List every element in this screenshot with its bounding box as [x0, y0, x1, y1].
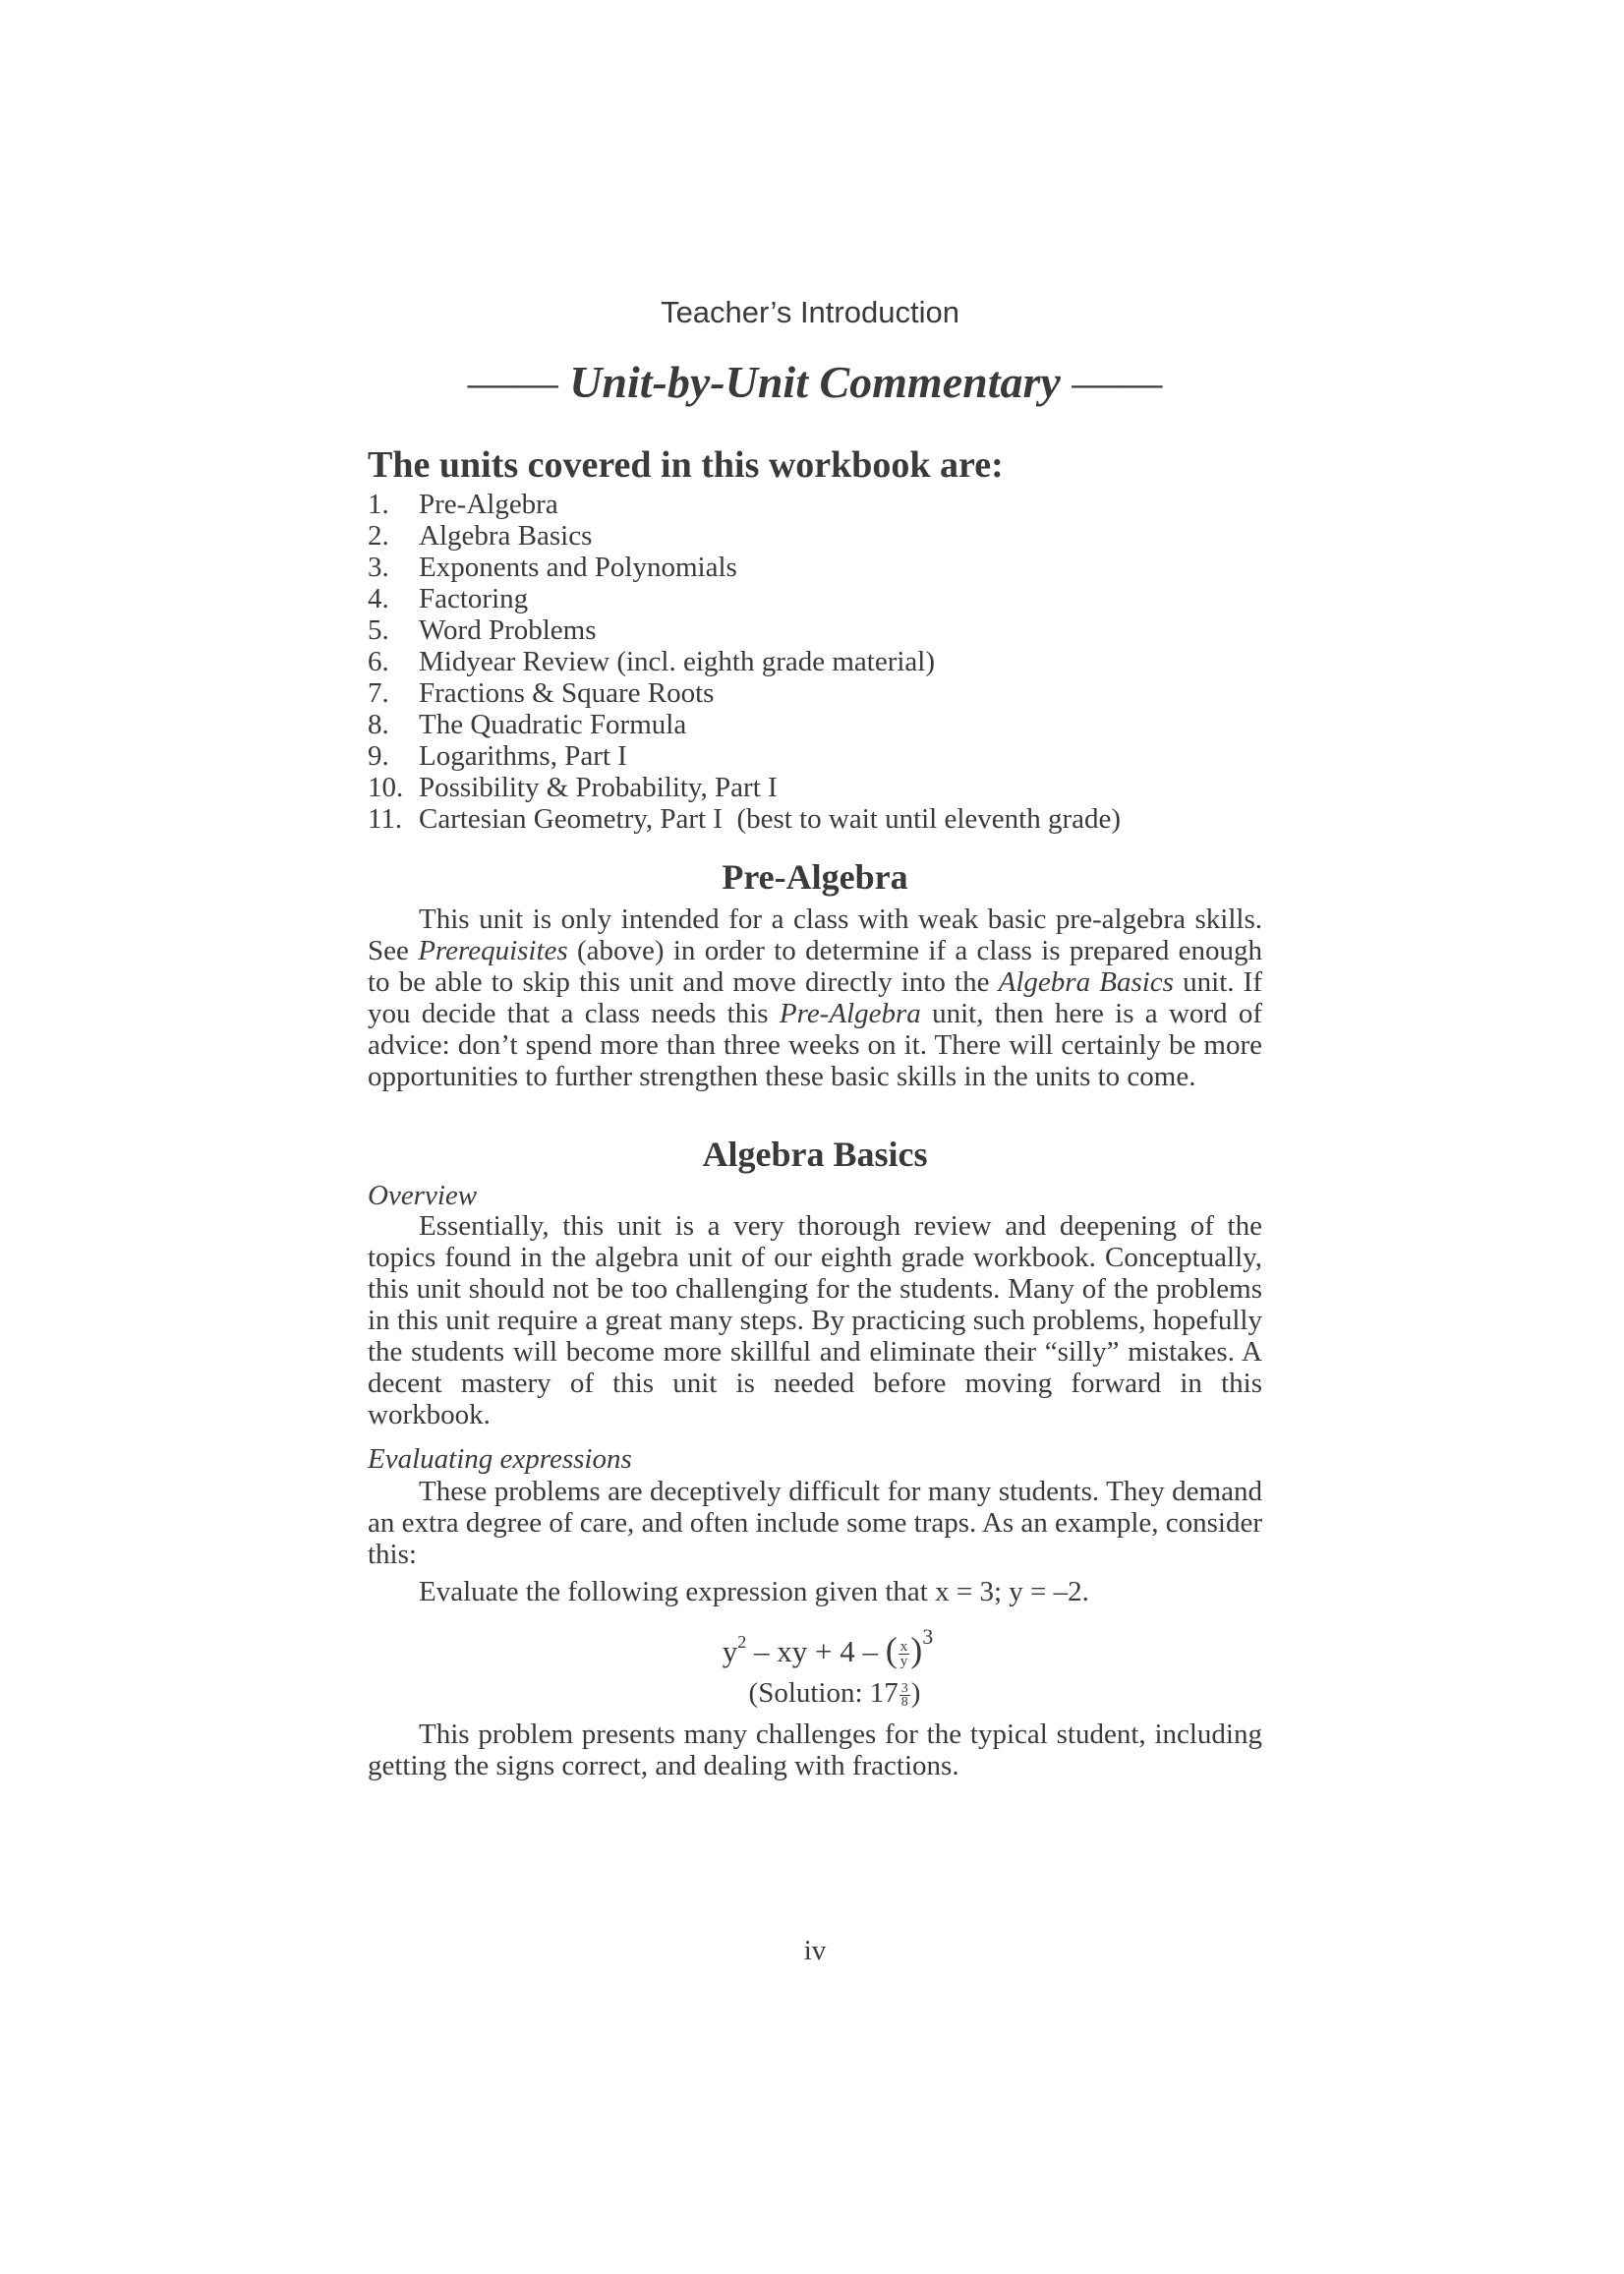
list-item: 9. Logarithms, Part I	[368, 740, 627, 772]
commentary-title-text: Unit-by-Unit Commentary	[569, 357, 1061, 407]
list-item: 4. Factoring	[368, 583, 529, 614]
solution-line: (Solution: 17 $\frac{3}{8}$ )	[748, 1677, 921, 1710]
pre-algebra-paragraph: This unit is only intended for a class with weak basic pre-algebra skills. See Prerequisites (above) in order to determine if a class is prepared enough to be able to skip this unit and move directly into the Algebra Basics unit. If you decide that a class needs this Pre-Algebra unit, then here is a word of advice: don’t spend more than three weeks on it. There will certainly be more opportunities to further strengthen these basic skills in the units to come.	[368, 904, 1262, 1092]
list-item: 8. The Quadratic Formula	[368, 709, 687, 740]
fraction-three-eighths: $\frac{3}{8}$	[900, 1680, 908, 1710]
list-item: 5. Word Problems	[368, 614, 597, 646]
commentary-title	[368, 356, 1262, 408]
title-dash-left: ——	[467, 357, 558, 407]
running-header: Teacher’s Introduction	[661, 295, 959, 329]
overview-paragraph: Essentially, this unit is a very thorough review and deepening of the topics found in the algebra unit of our eighth grade workbook. Conceptually, this unit should not be too challenging for the students. Many of the problems in this unit require a great many steps. By practicing such problems, hopefully the students will become more skillful and eliminate their “silly” mistakes. A decent mastery of this unit is needed before moving forward in this workbook.	[368, 1210, 1262, 1430]
list-item: 3. Exponents and Polynomials	[368, 552, 737, 583]
list-item: 10. Possibility & Probability, Part I	[368, 772, 778, 803]
list-item: 6. Midyear Review (incl. eighth grade material)	[368, 646, 936, 677]
evaluating-paragraph: These problems are deceptively difficult for many students. They demand an extra degree of care, and often include some traps. As an example, consider this:	[368, 1476, 1262, 1570]
instruction-line: Evaluate the following expression given that x = 3; y = –2.	[419, 1576, 1089, 1607]
list-item: 1. Pre-Algebra	[368, 489, 558, 520]
unit-list	[368, 489, 1262, 835]
title-dash-right: ——	[1072, 357, 1163, 407]
list-item: 2. Algebra Basics	[368, 520, 593, 552]
math-expression: $y^2$ – xy + 4 – ( $\frac{x}{y}$ )$^3$	[722, 1624, 934, 1670]
list-item: 11. Cartesian Geometry, Part I (best to wait until eleventh grade)	[368, 803, 1122, 835]
algebra-basics-heading: Algebra Basics	[702, 1135, 928, 1174]
evaluating-expressions-subheading: Evaluating expressions	[368, 1443, 632, 1475]
closing-paragraph: This problem presents many challenges for the typical student, including getting the signs correct, and dealing with fractions.	[368, 1719, 1262, 1781]
overview-subheading: Overview	[368, 1180, 478, 1211]
document-page	[368, 295, 1262, 1781]
page-number: iv	[803, 1935, 827, 1966]
pre-algebra-heading: Pre-Algebra	[722, 857, 908, 897]
fraction-x-over-y: $\frac{x}{y}$	[899, 1639, 908, 1670]
list-item: 7. Fractions & Square Roots	[368, 677, 715, 709]
units-heading: The units covered in this workbook are:	[368, 444, 1004, 486]
